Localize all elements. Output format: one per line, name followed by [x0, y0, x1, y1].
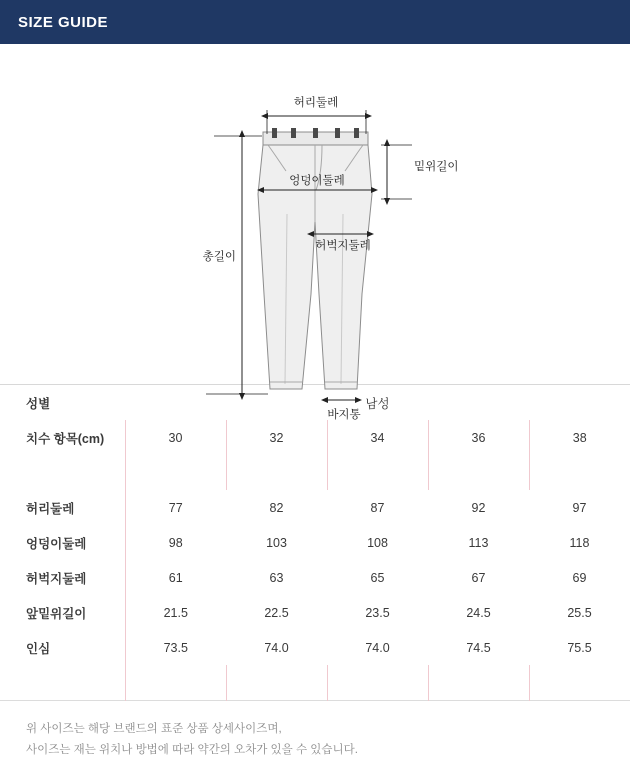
table-row — [0, 490, 630, 525]
row-label: 엉덩이둘레 — [0, 525, 125, 560]
cell-value: 61 — [125, 560, 226, 595]
cell-value: 118 — [529, 525, 630, 560]
cell-value: 63 — [226, 560, 327, 595]
row-label: 앞밑위길이 — [0, 595, 125, 630]
page-header — [0, 0, 630, 44]
measure-label: 치수 항목(cm) — [0, 420, 125, 455]
size-header-cell: 32 — [226, 420, 327, 455]
table-row — [0, 560, 630, 595]
cell-value: 74.0 — [327, 630, 428, 665]
gender-value: 남성 — [125, 385, 630, 420]
table-spacer-row — [0, 455, 630, 490]
table-spacer-row — [0, 665, 630, 700]
size-header-cell: 34 — [327, 420, 428, 455]
cell-value: 73.5 — [125, 630, 226, 665]
size-table — [0, 385, 630, 701]
label-rise: 밑위길이 — [414, 159, 458, 173]
cell-value: 98 — [125, 525, 226, 560]
table-row — [0, 595, 630, 630]
cell-value: 23.5 — [327, 595, 428, 630]
note-line-1: 위 사이즈는 해당 브랜드의 표준 상품 상세사이즈며, — [26, 719, 604, 740]
label-total-length: 총길이 — [203, 249, 236, 263]
cell-value: 24.5 — [428, 595, 529, 630]
cell-value: 67 — [428, 560, 529, 595]
row-label: 인심 — [0, 630, 125, 665]
size-table-area — [0, 384, 630, 701]
label-thigh: 허벅지둘레 — [315, 238, 371, 252]
diagram-svg — [0, 44, 630, 384]
cell-value: 92 — [428, 490, 529, 525]
pants-measurement-diagram — [0, 44, 630, 384]
size-header-cell: 38 — [529, 420, 630, 455]
table-row — [0, 630, 630, 665]
cell-value: 22.5 — [226, 595, 327, 630]
size-header-cell: 36 — [428, 420, 529, 455]
cell-value: 87 — [327, 490, 428, 525]
table-row — [0, 525, 630, 560]
gender-label: 성별 — [0, 385, 125, 420]
cell-value: 97 — [529, 490, 630, 525]
size-header-cell: 30 — [125, 420, 226, 455]
cell-value: 75.5 — [529, 630, 630, 665]
cell-value: 69 — [529, 560, 630, 595]
label-hem: 바지통 — [327, 407, 360, 421]
note-line-2: 사이즈는 재는 위치나 방법에 따라 약간의 오차가 있을 수 있습니다. — [26, 740, 604, 761]
row-label: 허벅지둘레 — [0, 560, 125, 595]
cell-value: 103 — [226, 525, 327, 560]
page-title: SIZE GUIDE — [18, 14, 108, 31]
table-row-gender — [0, 385, 630, 420]
cell-value: 113 — [428, 525, 529, 560]
disclaimer-note — [0, 701, 630, 761]
table-row-sizes — [0, 420, 630, 455]
cell-value: 74.5 — [428, 630, 529, 665]
cell-value: 82 — [226, 490, 327, 525]
cell-value: 65 — [327, 560, 428, 595]
cell-value: 25.5 — [529, 595, 630, 630]
cell-value: 77 — [125, 490, 226, 525]
label-hip: 엉덩이둘레 — [289, 173, 345, 187]
cell-value: 108 — [327, 525, 428, 560]
cell-value: 74.0 — [226, 630, 327, 665]
label-waist: 허리둘레 — [294, 95, 338, 109]
cell-value: 21.5 — [125, 595, 226, 630]
row-label: 허리둘레 — [0, 490, 125, 525]
